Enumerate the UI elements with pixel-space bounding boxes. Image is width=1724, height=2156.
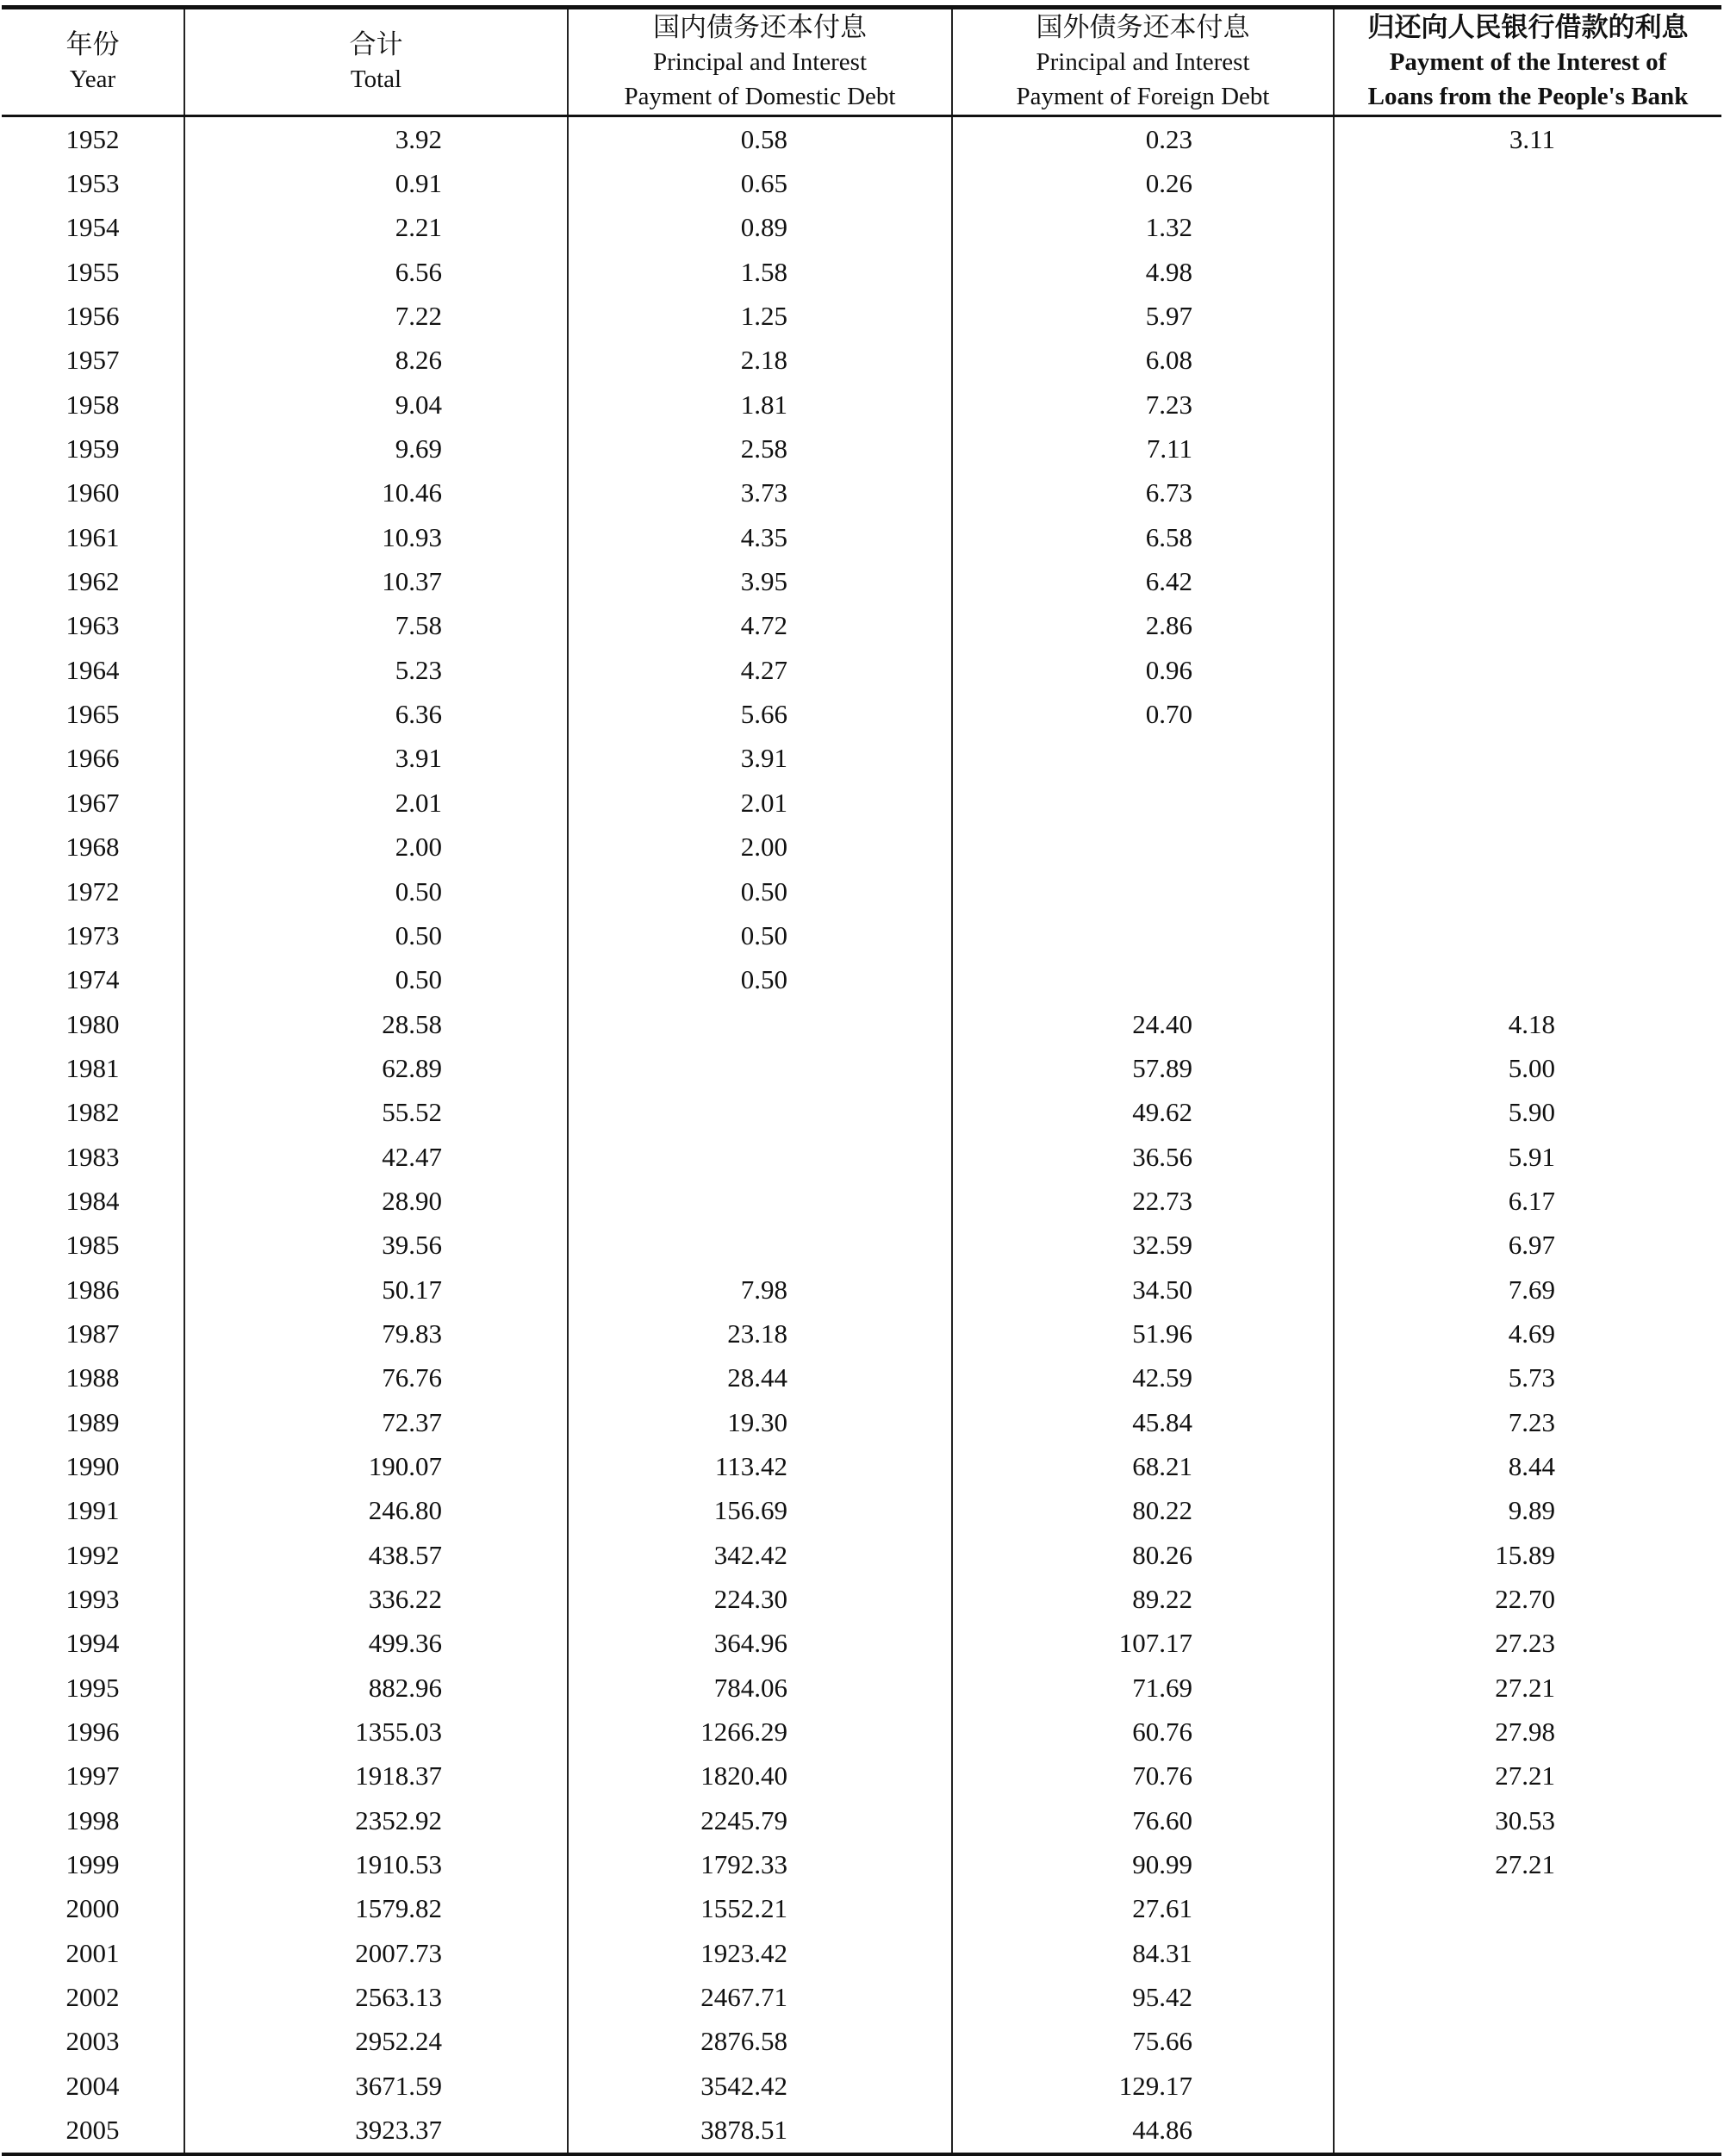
- cell-domestic: 3.91: [568, 737, 952, 781]
- cell-total: 3671.59: [184, 2064, 568, 2108]
- cell-foreign: [952, 781, 1334, 825]
- cell-total: 9.69: [184, 427, 568, 470]
- cell-bank-interest: 4.69: [1334, 1312, 1721, 1355]
- cell-bank-interest: [1334, 692, 1721, 736]
- cell-bank-interest: [1334, 781, 1721, 825]
- cell-year: 1966: [65, 743, 120, 774]
- cell-foreign: 5.97: [952, 294, 1334, 338]
- header-domestic-en2: Payment of Domestic Debt: [624, 83, 896, 110]
- cell-bank-interest: 5.00: [1334, 1046, 1721, 1090]
- cell-foreign: 45.84: [952, 1400, 1334, 1444]
- table-row: [2, 559, 1721, 603]
- table-row: [2, 1931, 1721, 1975]
- cell-year: 2001: [65, 1937, 120, 1968]
- cell-total: 6.56: [184, 250, 568, 294]
- cell-total: 62.89: [184, 1046, 568, 1090]
- header-foreign-en2: Payment of Foreign Debt: [1016, 83, 1270, 110]
- cell-year: 1992: [65, 1539, 120, 1570]
- cell-bank-interest: 6.97: [1334, 1224, 1721, 1268]
- cell-year: 1974: [65, 964, 120, 995]
- table-row: [2, 1666, 1721, 1710]
- table-row: [2, 781, 1721, 825]
- cell-total: 0.91: [184, 161, 568, 205]
- cell-total: 7.58: [184, 604, 568, 648]
- cell-foreign: 49.62: [952, 1091, 1334, 1135]
- table-row: [2, 1710, 1721, 1754]
- table-row: [2, 692, 1721, 736]
- header-year: [2, 8, 184, 116]
- table-row: [2, 1754, 1721, 1798]
- table-row: [2, 913, 1721, 957]
- cell-domestic: 4.35: [568, 515, 952, 559]
- cell-domestic: 342.42: [568, 1533, 952, 1577]
- cell-foreign: 6.58: [952, 515, 1334, 559]
- cell-total: 8.26: [184, 339, 568, 383]
- cell-foreign: 80.26: [952, 1533, 1334, 1577]
- cell-total: 72.37: [184, 1400, 568, 1444]
- cell-bank-interest: 27.21: [1334, 1666, 1721, 1710]
- table-row: [2, 737, 1721, 781]
- cell-bank-interest: 6.17: [1334, 1179, 1721, 1223]
- cell-domestic: 1552.21: [568, 1887, 952, 1931]
- cell-year: 1996: [65, 1717, 120, 1748]
- cell-bank-interest: 27.21: [1334, 1754, 1721, 1798]
- cell-total: 0.50: [184, 869, 568, 913]
- table-row: [2, 339, 1721, 383]
- cell-bank-interest: [1334, 559, 1721, 603]
- table-row: [2, 648, 1721, 692]
- cell-domestic: 3878.51: [568, 2108, 952, 2153]
- table-row: [2, 869, 1721, 913]
- cell-domestic: 2245.79: [568, 1798, 952, 1842]
- header-foreign-en1: Principal and Interest: [1036, 48, 1250, 76]
- table-row: [2, 2108, 1721, 2153]
- cell-total: 1910.53: [184, 1842, 568, 1886]
- cell-foreign: [952, 958, 1334, 1002]
- cell-foreign: 71.69: [952, 1666, 1334, 1710]
- header-total-zh: 合计: [349, 29, 403, 60]
- cell-foreign: 7.11: [952, 427, 1334, 470]
- cell-domestic: [568, 1002, 952, 1046]
- cell-bank-interest: [1334, 1887, 1721, 1931]
- cell-bank-interest: [1334, 515, 1721, 559]
- cell-foreign: 0.96: [952, 648, 1334, 692]
- cell-bank-interest: [1334, 427, 1721, 470]
- cell-bank-interest: 15.89: [1334, 1533, 1721, 1577]
- cell-total: 246.80: [184, 1489, 568, 1533]
- cell-year: 1953: [65, 168, 120, 199]
- cell-domestic: 3.73: [568, 471, 952, 515]
- table-row: [2, 1091, 1721, 1135]
- cell-year: 2004: [65, 2070, 120, 2101]
- cell-total: 55.52: [184, 1091, 568, 1135]
- cell-domestic: 1.25: [568, 294, 952, 338]
- table-row: [2, 250, 1721, 294]
- cell-total: 2007.73: [184, 1931, 568, 1975]
- cell-foreign: 107.17: [952, 1622, 1334, 1666]
- cell-foreign: 0.26: [952, 161, 1334, 205]
- cell-foreign: [952, 913, 1334, 957]
- cell-total: 882.96: [184, 1666, 568, 1710]
- cell-foreign: 27.61: [952, 1887, 1334, 1931]
- cell-bank-interest: [1334, 294, 1721, 338]
- cell-bank-interest: [1334, 206, 1721, 250]
- cell-bank-interest: 4.18: [1334, 1002, 1721, 1046]
- cell-bank-interest: [1334, 604, 1721, 648]
- cell-foreign: [952, 869, 1334, 913]
- table-row: [2, 1577, 1721, 1621]
- table-body: [2, 116, 1721, 2154]
- cell-total: 190.07: [184, 1444, 568, 1488]
- debt-payment-table: [2, 5, 1721, 2156]
- cell-bank-interest: 27.23: [1334, 1622, 1721, 1666]
- header-bank-interest: [1334, 8, 1721, 116]
- cell-foreign: 6.73: [952, 471, 1334, 515]
- cell-bank-interest: 3.11: [1334, 116, 1721, 162]
- table-row: [2, 1887, 1721, 1931]
- cell-total: 438.57: [184, 1533, 568, 1577]
- cell-total: 2.21: [184, 206, 568, 250]
- cell-bank-interest: [1334, 826, 1721, 869]
- table-row: [2, 1489, 1721, 1533]
- cell-year: 1968: [65, 832, 120, 863]
- table-row: [2, 1798, 1721, 1842]
- cell-year: 1961: [65, 521, 120, 552]
- cell-foreign: 34.50: [952, 1268, 1334, 1312]
- cell-domestic: 0.58: [568, 116, 952, 162]
- cell-domestic: 1266.29: [568, 1710, 952, 1754]
- cell-bank-interest: 5.91: [1334, 1135, 1721, 1179]
- cell-total: 2.01: [184, 781, 568, 825]
- cell-year: 1952: [65, 123, 120, 154]
- table-row: [2, 826, 1721, 869]
- cell-year: 1955: [65, 256, 120, 287]
- cell-bank-interest: [1334, 869, 1721, 913]
- cell-domestic: 4.72: [568, 604, 952, 648]
- cell-foreign: 80.22: [952, 1489, 1334, 1533]
- cell-bank-interest: [1334, 737, 1721, 781]
- cell-foreign: 90.99: [952, 1842, 1334, 1886]
- cell-foreign: 0.23: [952, 116, 1334, 162]
- cell-domestic: 2876.58: [568, 2020, 952, 2064]
- header-year-en: Year: [69, 65, 116, 93]
- cell-total: 0.50: [184, 913, 568, 957]
- cell-foreign: 57.89: [952, 1046, 1334, 1090]
- cell-domestic: 0.65: [568, 161, 952, 205]
- cell-year: 1964: [65, 654, 120, 685]
- cell-total: 9.04: [184, 383, 568, 427]
- cell-year: 1973: [65, 919, 120, 950]
- cell-domestic: 1.81: [568, 383, 952, 427]
- cell-bank-interest: [1334, 958, 1721, 1002]
- cell-year: 1994: [65, 1628, 120, 1659]
- cell-year: 1984: [65, 1185, 120, 1216]
- cell-total: 1918.37: [184, 1754, 568, 1798]
- cell-bank-interest: [1334, 648, 1721, 692]
- cell-domestic: 156.69: [568, 1489, 952, 1533]
- cell-bank-interest: [1334, 161, 1721, 205]
- cell-bank-interest: 5.73: [1334, 1356, 1721, 1400]
- table-row: [2, 1622, 1721, 1666]
- cell-domestic: 2.00: [568, 826, 952, 869]
- cell-year: 1959: [65, 433, 120, 464]
- cell-total: 28.90: [184, 1179, 568, 1223]
- cell-foreign: 1.32: [952, 206, 1334, 250]
- cell-domestic: 364.96: [568, 1622, 952, 1666]
- cell-bank-interest: 5.90: [1334, 1091, 1721, 1135]
- cell-domestic: 0.50: [568, 869, 952, 913]
- cell-domestic: [568, 1046, 952, 1090]
- table-row: [2, 1533, 1721, 1577]
- header-domestic-zh: 国内债务还本付息: [653, 12, 867, 43]
- cell-total: 1355.03: [184, 1710, 568, 1754]
- cell-bank-interest: 8.44: [1334, 1444, 1721, 1488]
- table-row: [2, 1356, 1721, 1400]
- header-foreign-zh: 国外债务还本付息: [1036, 12, 1250, 43]
- cell-foreign: 95.42: [952, 1975, 1334, 2019]
- cell-domestic: 28.44: [568, 1356, 952, 1400]
- cell-foreign: 76.60: [952, 1798, 1334, 1842]
- cell-year: 1954: [65, 212, 120, 243]
- cell-foreign: 75.66: [952, 2020, 1334, 2064]
- table-row: [2, 383, 1721, 427]
- table-row: [2, 1046, 1721, 1090]
- cell-foreign: [952, 826, 1334, 869]
- cell-year: 1998: [65, 1804, 120, 1835]
- cell-domestic: [568, 1224, 952, 1268]
- cell-bank-interest: [1334, 383, 1721, 427]
- cell-year: 1995: [65, 1672, 120, 1703]
- cell-year: 1967: [65, 787, 120, 818]
- table-row: [2, 1135, 1721, 1179]
- header-foreign: [952, 8, 1334, 116]
- cell-year: 1965: [65, 699, 120, 730]
- cell-foreign: 70.76: [952, 1754, 1334, 1798]
- cell-total: 7.22: [184, 294, 568, 338]
- header-total: [184, 8, 568, 116]
- table-row: [2, 1224, 1721, 1268]
- cell-year: 1987: [65, 1318, 120, 1349]
- cell-domestic: 2.58: [568, 427, 952, 470]
- cell-bank-interest: 27.98: [1334, 1710, 1721, 1754]
- header-bank-zh: 归还向人民银行借款的利息: [1367, 12, 1689, 43]
- cell-bank-interest: [1334, 250, 1721, 294]
- cell-bank-interest: 22.70: [1334, 1577, 1721, 1621]
- cell-year: 1986: [65, 1274, 120, 1305]
- cell-foreign: 42.59: [952, 1356, 1334, 1400]
- header-total-en: Total: [350, 65, 402, 93]
- cell-year: 2002: [65, 1982, 120, 2013]
- cell-year: 1972: [65, 875, 120, 907]
- cell-year: 1957: [65, 345, 120, 376]
- cell-domestic: 1.58: [568, 250, 952, 294]
- cell-year: 2003: [65, 2026, 120, 2057]
- cell-domestic: 0.50: [568, 958, 952, 1002]
- cell-domestic: 2467.71: [568, 1975, 952, 2019]
- cell-domestic: [568, 1179, 952, 1223]
- cell-foreign: 2.86: [952, 604, 1334, 648]
- table-row: [2, 427, 1721, 470]
- cell-bank-interest: [1334, 2064, 1721, 2108]
- cell-domestic: 224.30: [568, 1577, 952, 1621]
- cell-bank-interest: [1334, 471, 1721, 515]
- table-row: [2, 1975, 1721, 2019]
- cell-foreign: 60.76: [952, 1710, 1334, 1754]
- cell-total: 2952.24: [184, 2020, 568, 2064]
- cell-foreign: [952, 737, 1334, 781]
- cell-total: 39.56: [184, 1224, 568, 1268]
- cell-year: 1989: [65, 1406, 120, 1437]
- table-row: [2, 161, 1721, 205]
- cell-bank-interest: 7.23: [1334, 1400, 1721, 1444]
- cell-bank-interest: 7.69: [1334, 1268, 1721, 1312]
- cell-domestic: 5.66: [568, 692, 952, 736]
- cell-domestic: 1923.42: [568, 1931, 952, 1975]
- cell-total: 28.58: [184, 1002, 568, 1046]
- cell-domestic: 1792.33: [568, 1842, 952, 1886]
- cell-foreign: 36.56: [952, 1135, 1334, 1179]
- cell-total: 6.36: [184, 692, 568, 736]
- cell-domestic: 0.50: [568, 913, 952, 957]
- cell-year: 2005: [2, 2108, 184, 2153]
- cell-total: 0.50: [184, 958, 568, 1002]
- cell-total: 336.22: [184, 1577, 568, 1621]
- cell-total: 42.47: [184, 1135, 568, 1179]
- cell-domestic: 3542.42: [568, 2064, 952, 2108]
- header-bank-en2: Loans from the People's Bank: [1367, 83, 1689, 110]
- cell-total: 499.36: [184, 1622, 568, 1666]
- cell-year: 1993: [65, 1584, 120, 1615]
- cell-domestic: 1820.40: [568, 1754, 952, 1798]
- table-row: [2, 958, 1721, 1002]
- table-row: [2, 515, 1721, 559]
- table-row: [2, 1312, 1721, 1355]
- table-row: [2, 471, 1721, 515]
- table-row: [2, 2020, 1721, 2064]
- cell-foreign: 0.70: [952, 692, 1334, 736]
- cell-foreign: 51.96: [952, 1312, 1334, 1355]
- cell-bank-interest: [1334, 913, 1721, 957]
- cell-foreign: 68.21: [952, 1444, 1334, 1488]
- cell-foreign: 84.31: [952, 1931, 1334, 1975]
- cell-bank-interest: 27.21: [1334, 1842, 1721, 1886]
- cell-foreign: 22.73: [952, 1179, 1334, 1223]
- table-row: [2, 1268, 1721, 1312]
- cell-bank-interest: [1334, 339, 1721, 383]
- cell-bank-interest: [1334, 2020, 1721, 2064]
- cell-domestic: 0.89: [568, 206, 952, 250]
- cell-domestic: 113.42: [568, 1444, 952, 1488]
- table-row: [2, 1002, 1721, 1046]
- cell-domestic: 3.95: [568, 559, 952, 603]
- cell-year: 1985: [65, 1230, 120, 1261]
- cell-year: 1983: [65, 1141, 120, 1172]
- table-row: [2, 1400, 1721, 1444]
- table-row: [2, 1842, 1721, 1886]
- cell-year: 1956: [65, 301, 120, 332]
- table-row: [2, 1179, 1721, 1223]
- cell-domestic: [568, 1091, 952, 1135]
- cell-year: 1958: [65, 389, 120, 420]
- header-row: [2, 8, 1721, 116]
- cell-foreign: 44.86: [952, 2108, 1334, 2153]
- cell-year: 1980: [65, 1008, 120, 1039]
- cell-domestic: [568, 1135, 952, 1179]
- cell-year: 1990: [65, 1450, 120, 1481]
- table-row: [2, 116, 1721, 162]
- cell-total: 2563.13: [184, 1975, 568, 2019]
- cell-total: 10.46: [184, 471, 568, 515]
- cell-foreign: 129.17: [952, 2064, 1334, 2108]
- cell-year: 1988: [65, 1362, 120, 1393]
- cell-domestic: 7.98: [568, 1268, 952, 1312]
- cell-foreign: 4.98: [952, 250, 1334, 294]
- cell-foreign: 7.23: [952, 383, 1334, 427]
- cell-year: 1981: [65, 1052, 120, 1083]
- cell-domestic: 2.18: [568, 339, 952, 383]
- table-row: [2, 2064, 1721, 2108]
- cell-total: 3923.37: [184, 2108, 568, 2153]
- cell-foreign: 89.22: [952, 1577, 1334, 1621]
- cell-bank-interest: 30.53: [1334, 1798, 1721, 1842]
- cell-year: 2000: [65, 1893, 120, 1924]
- cell-year: 1997: [65, 1760, 120, 1791]
- cell-foreign: 32.59: [952, 1224, 1334, 1268]
- cell-bank-interest: [1334, 2108, 1721, 2153]
- cell-total: 79.83: [184, 1312, 568, 1355]
- table-row: [2, 206, 1721, 250]
- cell-total: 50.17: [184, 1268, 568, 1312]
- cell-total: 2352.92: [184, 1798, 568, 1842]
- cell-total: 3.92: [184, 116, 568, 162]
- cell-year: 1962: [65, 566, 120, 597]
- cell-foreign: 6.42: [952, 559, 1334, 603]
- cell-total: 3.91: [184, 737, 568, 781]
- cell-total: 1579.82: [184, 1887, 568, 1931]
- cell-year: 1963: [65, 610, 120, 641]
- cell-year: 1991: [65, 1495, 120, 1526]
- cell-domestic: 2.01: [568, 781, 952, 825]
- cell-domestic: 19.30: [568, 1400, 952, 1444]
- cell-domestic: 4.27: [568, 648, 952, 692]
- table-row: [2, 294, 1721, 338]
- cell-bank-interest: 9.89: [1334, 1489, 1721, 1533]
- header-year-zh: 年份: [65, 29, 120, 60]
- cell-total: 10.37: [184, 559, 568, 603]
- cell-domestic: 784.06: [568, 1666, 952, 1710]
- cell-bank-interest: [1334, 1975, 1721, 2019]
- cell-bank-interest: [1334, 1931, 1721, 1975]
- cell-total: 76.76: [184, 1356, 568, 1400]
- cell-foreign: 6.08: [952, 339, 1334, 383]
- cell-total: 2.00: [184, 826, 568, 869]
- cell-year: 1999: [65, 1849, 120, 1880]
- table-row: [2, 1444, 1721, 1488]
- cell-total: 10.93: [184, 515, 568, 559]
- cell-foreign: 24.40: [952, 1002, 1334, 1046]
- table-row: [2, 604, 1721, 648]
- cell-domestic: 23.18: [568, 1312, 952, 1355]
- cell-total: 5.23: [184, 648, 568, 692]
- header-bank-en1: Payment of the Interest of: [1389, 48, 1667, 76]
- header-domestic: [568, 8, 952, 116]
- cell-year: 1982: [65, 1097, 120, 1128]
- header-domestic-en1: Principal and Interest: [652, 48, 868, 76]
- cell-year: 1960: [65, 477, 120, 508]
